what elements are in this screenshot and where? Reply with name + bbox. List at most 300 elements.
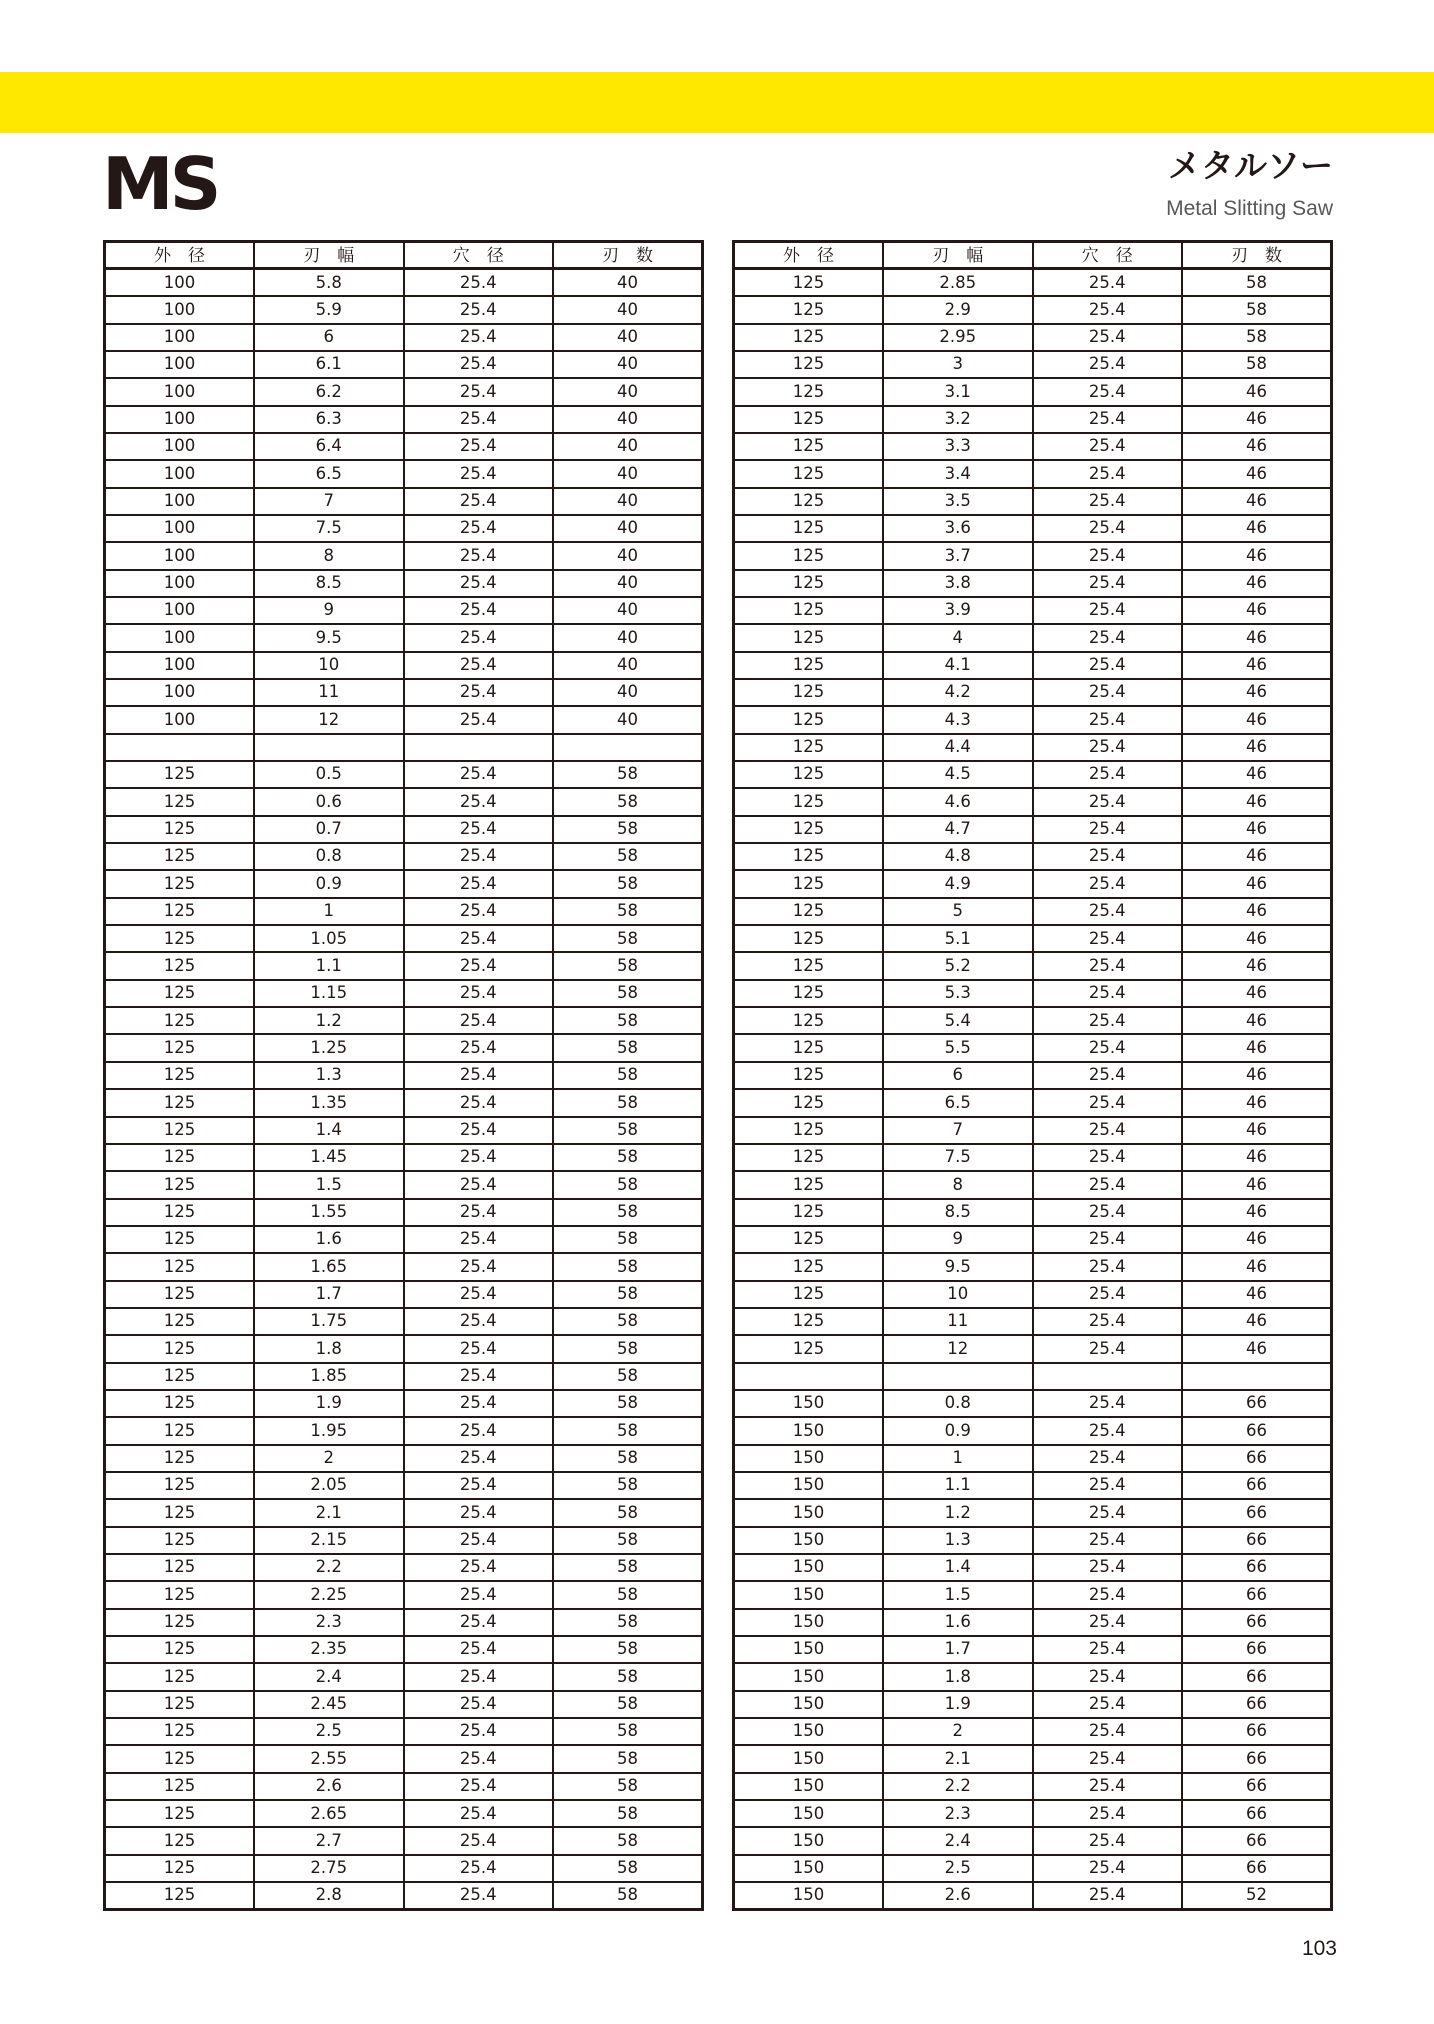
cell: 100 (105, 324, 255, 351)
cell: 58 (553, 1663, 703, 1690)
cell: 58 (553, 1089, 703, 1116)
cell: 7.5 (254, 515, 404, 542)
cell: 25.4 (404, 1445, 554, 1472)
cell: 40 (553, 488, 703, 515)
cell: 2.3 (254, 1609, 404, 1636)
cell: 100 (105, 406, 255, 433)
cell: 10 (883, 1281, 1033, 1308)
cell: 46 (1182, 1089, 1332, 1116)
cell: 25.4 (1033, 1308, 1183, 1335)
cell: 1.95 (254, 1417, 404, 1444)
cell: 1.6 (254, 1226, 404, 1253)
cell: 125 (105, 1581, 255, 1608)
cell: 25.4 (404, 1554, 554, 1581)
cell: 46 (1182, 515, 1332, 542)
cell: 25.4 (404, 761, 554, 788)
cell: 125 (734, 706, 884, 733)
cell: 125 (105, 1117, 255, 1144)
cell: 125 (734, 324, 884, 351)
cell: 150 (734, 1554, 884, 1581)
cell: 125 (734, 378, 884, 405)
cell: 25.4 (1033, 1144, 1183, 1171)
cell: 6.5 (883, 1089, 1033, 1116)
cell: 40 (553, 515, 703, 542)
cell: 1.4 (254, 1117, 404, 1144)
cell: 25.4 (1033, 542, 1183, 569)
cell: 2.9 (883, 296, 1033, 323)
cell: 25.4 (1033, 734, 1183, 761)
cell: 125 (105, 1171, 255, 1198)
cell: 58 (553, 1335, 703, 1362)
table-row (734, 1144, 1332, 1171)
cell: 25.4 (1033, 1636, 1183, 1663)
table-row (105, 870, 703, 897)
cell: 66 (1182, 1691, 1332, 1718)
table-row (734, 1226, 1332, 1253)
cell: 58 (553, 1882, 703, 1909)
cell: 6 (883, 1062, 1033, 1089)
table-row (734, 406, 1332, 433)
table-row (734, 1117, 1332, 1144)
cell: 125 (105, 1007, 255, 1034)
cell: 66 (1182, 1827, 1332, 1854)
cell: 58 (553, 816, 703, 843)
cell (1182, 1363, 1332, 1390)
cell: 25.4 (1033, 1390, 1183, 1417)
cell: 40 (553, 652, 703, 679)
cell: 46 (1182, 1199, 1332, 1226)
cell: 125 (734, 542, 884, 569)
cell: 58 (553, 1691, 703, 1718)
cell: 150 (734, 1609, 884, 1636)
cell: 0.6 (254, 788, 404, 815)
cell (404, 734, 554, 761)
cell: 2.45 (254, 1691, 404, 1718)
cell: 25.4 (1033, 1281, 1183, 1308)
cell: 25.4 (1033, 269, 1183, 296)
cell: 1 (883, 1445, 1033, 1472)
cell: 2.1 (883, 1745, 1033, 1772)
table-row (105, 570, 703, 597)
table-row (734, 1062, 1332, 1089)
cell: 25.4 (404, 1226, 554, 1253)
cell: 25.4 (404, 925, 554, 952)
cell: 25.4 (404, 1007, 554, 1034)
cell: 66 (1182, 1445, 1332, 1472)
table-row (734, 597, 1332, 624)
table-row (734, 980, 1332, 1007)
cell: 9.5 (254, 624, 404, 651)
header-row (734, 242, 1332, 269)
cell: 1.45 (254, 1144, 404, 1171)
cell: 25.4 (1033, 870, 1183, 897)
table-row (105, 1745, 703, 1772)
cell: 58 (1182, 296, 1332, 323)
table-row (105, 378, 703, 405)
table-row (734, 761, 1332, 788)
cell: 46 (1182, 816, 1332, 843)
cell: 125 (105, 1718, 255, 1745)
cell: 66 (1182, 1718, 1332, 1745)
cell: 0.9 (883, 1417, 1033, 1444)
table-row (105, 1253, 703, 1280)
cell: 25.4 (404, 706, 554, 733)
cell: 3.8 (883, 570, 1033, 597)
cell: 3.2 (883, 406, 1033, 433)
cell: 46 (1182, 433, 1332, 460)
cell: 7 (254, 488, 404, 515)
cell: 125 (734, 870, 884, 897)
cell (883, 1363, 1033, 1390)
cell: 125 (734, 269, 884, 296)
cell: 58 (553, 1499, 703, 1526)
table-row (105, 1034, 703, 1061)
cell: 2.5 (254, 1718, 404, 1745)
cell: 150 (734, 1663, 884, 1690)
cell: 46 (1182, 1281, 1332, 1308)
cell: 25.4 (1033, 460, 1183, 487)
cell: 4.6 (883, 788, 1033, 815)
cell: 125 (734, 898, 884, 925)
cell: 1.85 (254, 1363, 404, 1390)
table-row (105, 843, 703, 870)
cell: 100 (105, 624, 255, 651)
cell: 5.4 (883, 1007, 1033, 1034)
cell: 66 (1182, 1527, 1332, 1554)
cell: 25.4 (404, 324, 554, 351)
cell: 66 (1182, 1636, 1332, 1663)
cell: 4.7 (883, 816, 1033, 843)
cell: 100 (105, 378, 255, 405)
cell: 125 (105, 816, 255, 843)
cell: 25.4 (404, 1171, 554, 1198)
table-row (734, 1199, 1332, 1226)
cell: 125 (105, 1609, 255, 1636)
cell: 3.1 (883, 378, 1033, 405)
cell: 125 (105, 870, 255, 897)
cell: 25.4 (404, 1417, 554, 1444)
cell: 25.4 (404, 269, 554, 296)
accent-yellow-bar (0, 72, 1434, 133)
table-row (105, 1855, 703, 1882)
cell: 25.4 (404, 870, 554, 897)
table-row (105, 433, 703, 460)
cell: 125 (105, 1335, 255, 1362)
cell: 25.4 (404, 1800, 554, 1827)
cell: 25.4 (1033, 1745, 1183, 1772)
cell: 58 (553, 1827, 703, 1854)
cell: 125 (105, 1089, 255, 1116)
table-row (105, 1308, 703, 1335)
cell: 46 (1182, 1335, 1332, 1362)
table-row (734, 570, 1332, 597)
table-row (734, 1390, 1332, 1417)
cell: 1.9 (883, 1691, 1033, 1718)
cell: 46 (1182, 734, 1332, 761)
cell: 25.4 (404, 570, 554, 597)
cell: 3.4 (883, 460, 1033, 487)
cell: 125 (105, 925, 255, 952)
cell: 46 (1182, 406, 1332, 433)
cell: 125 (105, 1527, 255, 1554)
cell: 150 (734, 1636, 884, 1663)
cell: 58 (553, 1062, 703, 1089)
cell: 25.4 (1033, 816, 1183, 843)
cell: 2.2 (254, 1554, 404, 1581)
cell: 100 (105, 597, 255, 624)
cell: 46 (1182, 761, 1332, 788)
cell: 25.4 (404, 1499, 554, 1526)
cell: 66 (1182, 1663, 1332, 1690)
table-row (734, 843, 1332, 870)
cell: 2.5 (883, 1855, 1033, 1882)
cell: 25.4 (404, 816, 554, 843)
cell: 25.4 (1033, 1581, 1183, 1608)
cell: 46 (1182, 488, 1332, 515)
table-row (105, 706, 703, 733)
cell: 7.5 (883, 1144, 1033, 1171)
cell: 125 (105, 1827, 255, 1854)
cell: 100 (105, 433, 255, 460)
cell: 46 (1182, 542, 1332, 569)
cell: 25.4 (404, 542, 554, 569)
table-row (734, 1773, 1332, 1800)
table-row (734, 1581, 1332, 1608)
cell: 1.8 (883, 1663, 1033, 1690)
cell: 25.4 (1033, 1089, 1183, 1116)
cell: 11 (254, 679, 404, 706)
cell: 150 (734, 1472, 884, 1499)
cell: 125 (734, 1335, 884, 1362)
cell: 46 (1182, 980, 1332, 1007)
cell: 4.1 (883, 652, 1033, 679)
cell: 25.4 (404, 1745, 554, 1772)
cell: 25.4 (404, 1281, 554, 1308)
column-header: 刃 数 (553, 242, 703, 269)
table-row (105, 406, 703, 433)
cell: 1.3 (883, 1527, 1033, 1554)
cell: 5.9 (254, 296, 404, 323)
table-row (105, 898, 703, 925)
table-row (105, 679, 703, 706)
cell: 125 (734, 515, 884, 542)
cell: 25.4 (1033, 433, 1183, 460)
table-row (734, 515, 1332, 542)
cell: 2.1 (254, 1499, 404, 1526)
cell: 125 (734, 570, 884, 597)
cell: 52 (1182, 1882, 1332, 1909)
cell: 58 (553, 1445, 703, 1472)
cell: 58 (1182, 351, 1332, 378)
table-row (734, 1527, 1332, 1554)
cell: 25.4 (1033, 788, 1183, 815)
cell: 58 (553, 1636, 703, 1663)
cell: 125 (734, 1062, 884, 1089)
cell: 25.4 (404, 378, 554, 405)
cell: 125 (105, 1773, 255, 1800)
cell: 25.4 (1033, 351, 1183, 378)
cell: 66 (1182, 1609, 1332, 1636)
cell: 2.75 (254, 1855, 404, 1882)
cell: 12 (254, 706, 404, 733)
cell: 25.4 (404, 1390, 554, 1417)
cell: 25.4 (1033, 624, 1183, 651)
cell: 25.4 (1033, 1855, 1183, 1882)
cell: 58 (553, 1144, 703, 1171)
cell: 8 (254, 542, 404, 569)
cell: 125 (105, 1472, 255, 1499)
cell: 150 (734, 1499, 884, 1526)
table-row (105, 1089, 703, 1116)
cell: 125 (105, 952, 255, 979)
cell: 25.4 (404, 597, 554, 624)
cell: 46 (1182, 1117, 1332, 1144)
cell: 25.4 (1033, 1034, 1183, 1061)
cell: 100 (105, 351, 255, 378)
cell: 150 (734, 1390, 884, 1417)
spec-table-left (103, 240, 704, 1911)
cell: 58 (553, 1472, 703, 1499)
cell: 0.8 (254, 843, 404, 870)
cell: 1.7 (883, 1636, 1033, 1663)
cell: 100 (105, 488, 255, 515)
cell: 25.4 (404, 1144, 554, 1171)
cell: 25.4 (404, 1773, 554, 1800)
cell: 125 (734, 1171, 884, 1198)
table-row (105, 980, 703, 1007)
table-row (105, 1609, 703, 1636)
table-row (105, 351, 703, 378)
cell: 150 (734, 1827, 884, 1854)
table-row (105, 652, 703, 679)
cell: 125 (105, 1445, 255, 1472)
cell: 2.8 (254, 1882, 404, 1909)
table-row (734, 1281, 1332, 1308)
cell: 4.4 (883, 734, 1033, 761)
table-row (105, 816, 703, 843)
cell: 40 (553, 597, 703, 624)
cell: 1.55 (254, 1199, 404, 1226)
table-row (105, 1117, 703, 1144)
table-row (734, 816, 1332, 843)
cell: 125 (105, 1691, 255, 1718)
cell: 25.4 (1033, 406, 1183, 433)
cell: 150 (734, 1800, 884, 1827)
cell: 2 (883, 1718, 1033, 1745)
cell: 0.9 (254, 870, 404, 897)
cell: 125 (105, 1636, 255, 1663)
spacer-row (734, 1363, 1332, 1390)
cell: 125 (105, 1144, 255, 1171)
table-row (734, 679, 1332, 706)
cell: 1.1 (883, 1472, 1033, 1499)
cell: 1.2 (254, 1007, 404, 1034)
cell: 58 (553, 952, 703, 979)
table-row (105, 1062, 703, 1089)
cell: 6.4 (254, 433, 404, 460)
cell: 6 (254, 324, 404, 351)
table-row (734, 1499, 1332, 1526)
cell: 58 (553, 1745, 703, 1772)
spec-table-right (732, 240, 1333, 1911)
cell: 10 (254, 652, 404, 679)
cell: 25.4 (404, 1308, 554, 1335)
table-row (105, 1499, 703, 1526)
cell: 46 (1182, 679, 1332, 706)
cell: 40 (553, 624, 703, 651)
table-row (105, 1472, 703, 1499)
cell: 8 (883, 1171, 1033, 1198)
cell: 58 (1182, 324, 1332, 351)
cell: 25.4 (1033, 706, 1183, 733)
cell: 1.5 (883, 1581, 1033, 1608)
cell: 58 (553, 1363, 703, 1390)
cell: 25.4 (1033, 925, 1183, 952)
cell: 125 (105, 1745, 255, 1772)
cell: 25.4 (404, 679, 554, 706)
cell: 25.4 (1033, 1827, 1183, 1854)
cell (734, 1363, 884, 1390)
cell: 3.7 (883, 542, 1033, 569)
cell: 4.2 (883, 679, 1033, 706)
cell: 66 (1182, 1773, 1332, 1800)
cell: 1.15 (254, 980, 404, 1007)
cell: 150 (734, 1691, 884, 1718)
table-row (734, 542, 1332, 569)
cell: 100 (105, 542, 255, 569)
cell: 125 (734, 1281, 884, 1308)
cell: 25.4 (404, 488, 554, 515)
cell: 150 (734, 1855, 884, 1882)
cell: 2.55 (254, 1745, 404, 1772)
cell: 25.4 (404, 460, 554, 487)
cell: 6.2 (254, 378, 404, 405)
cell: 66 (1182, 1855, 1332, 1882)
cell: 25.4 (404, 1253, 554, 1280)
cell: 125 (105, 1417, 255, 1444)
cell: 58 (553, 898, 703, 925)
cell: 125 (105, 1199, 255, 1226)
table-row (734, 652, 1332, 679)
cell: 25.4 (1033, 515, 1183, 542)
cell: 58 (553, 1226, 703, 1253)
table-row (105, 1199, 703, 1226)
cell: 125 (105, 1062, 255, 1089)
table-row (105, 925, 703, 952)
cell: 25.4 (404, 351, 554, 378)
cell: 40 (553, 296, 703, 323)
cell: 125 (734, 788, 884, 815)
table-row (105, 542, 703, 569)
cell: 58 (553, 1281, 703, 1308)
cell: 25.4 (1033, 1062, 1183, 1089)
cell: 40 (553, 570, 703, 597)
table-row (734, 706, 1332, 733)
table-row (734, 1718, 1332, 1745)
cell: 58 (553, 1527, 703, 1554)
cell: 58 (553, 980, 703, 1007)
table-row (734, 1882, 1332, 1909)
cell: 150 (734, 1718, 884, 1745)
cell: 125 (734, 597, 884, 624)
cell: 125 (734, 1199, 884, 1226)
cell: 40 (553, 433, 703, 460)
cell: 125 (734, 1308, 884, 1335)
cell: 6.3 (254, 406, 404, 433)
cell: 58 (553, 843, 703, 870)
cell: 46 (1182, 1171, 1332, 1198)
cell: 150 (734, 1527, 884, 1554)
